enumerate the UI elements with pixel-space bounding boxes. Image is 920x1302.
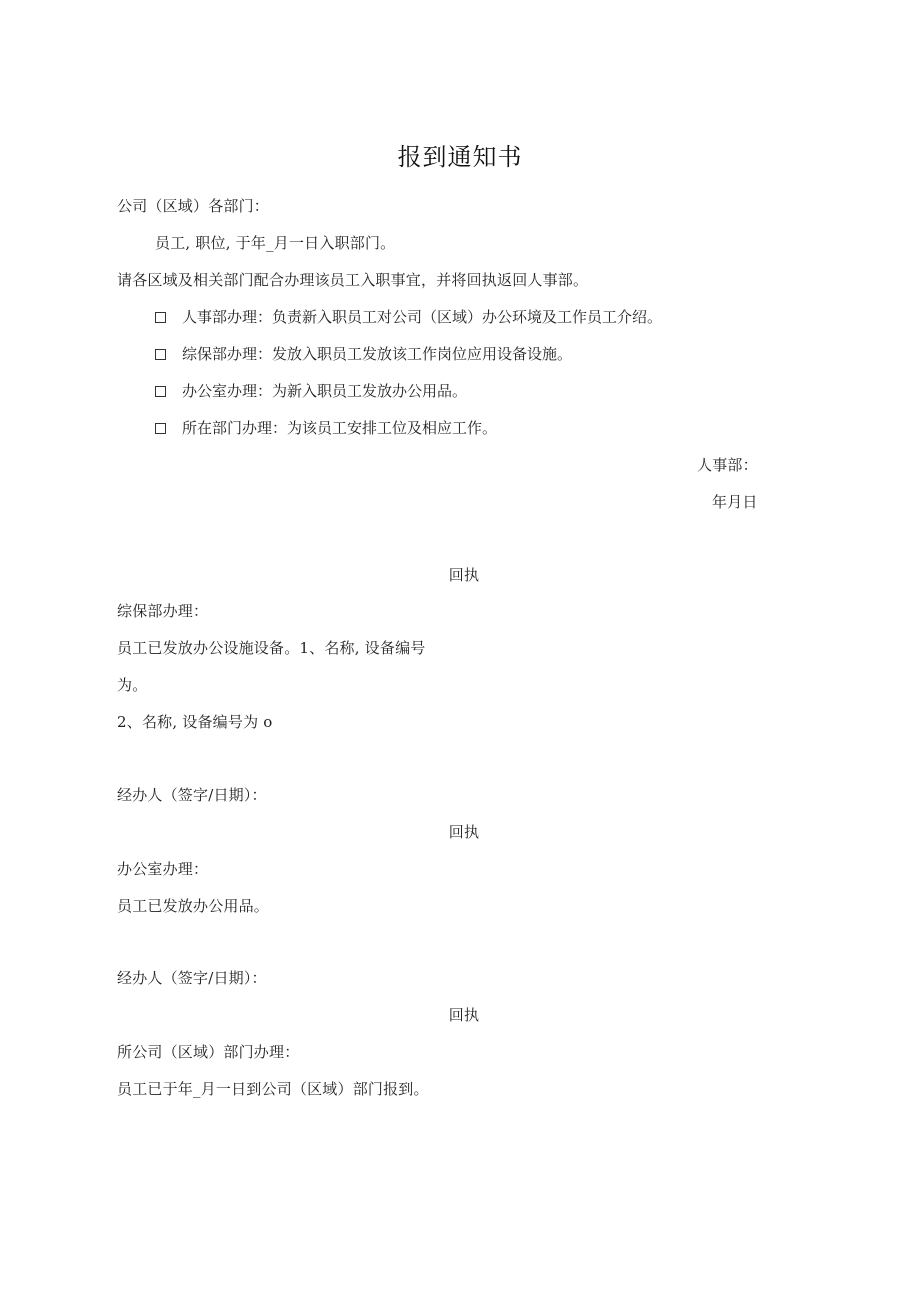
document-title: 报到通知书 [397, 143, 523, 171]
checklist-item-label: 综保部办理：发放入职员工发放该工作岗位应用设备设施。 [182, 345, 573, 363]
checkbox-icon[interactable] [155, 349, 166, 360]
signer-line: 经办人（签字/日期）： [117, 786, 267, 804]
checklist-item-label: 人事部办理：负责新入职员工对公司（区域）办公环境及工作员工介绍。 [182, 308, 663, 326]
checklist-item-label: 所在部门办理：为该员工安排工位及相应工作。 [182, 419, 498, 437]
signature-dept: 人事部： [697, 456, 758, 474]
request-line: 请各区域及相关部门配合办理该员工入职事宜，并将回执返回人事部。 [117, 271, 589, 289]
receipt-heading: 回执 [448, 566, 480, 584]
receipt-heading: 回执 [448, 1006, 480, 1024]
receipt-heading: 回执 [448, 823, 480, 841]
receipt-line: 员工已发放办公设施设备。1、名称, 设备编号 [117, 639, 426, 657]
checkbox-icon[interactable] [155, 423, 166, 434]
receipt-line: 员工已发放办公用品。 [117, 897, 270, 915]
checklist-item-general-security [155, 344, 572, 364]
checklist-item-hr [155, 307, 662, 327]
checkbox-icon[interactable] [155, 312, 166, 323]
receipt-dept: 综保部办理： [117, 602, 209, 620]
receipt-line: 员工已于年_月一日到公司（区域）部门报到。 [117, 1080, 429, 1098]
signer-line: 经办人（签字/日期）： [117, 969, 267, 987]
receipt-line: 为。 [117, 676, 148, 694]
checkbox-icon[interactable] [155, 386, 166, 397]
checklist-item-office [155, 381, 467, 401]
salutation: 公司（区域）各部门： [117, 197, 270, 215]
employee-line: 员工, 职位, 于年_月一日入职部门。 [155, 234, 396, 252]
receipt-dept: 所公司（区域）部门办理： [117, 1043, 300, 1061]
checklist-item-department [155, 418, 497, 438]
checklist-item-label: 办公室办理：为新入职员工发放办公用品。 [182, 382, 468, 400]
receipt-line: 2、名称, 设备编号为 o [117, 713, 273, 731]
signature-date: 年月日 [712, 493, 758, 511]
receipt-dept: 办公室办理： [117, 860, 209, 878]
